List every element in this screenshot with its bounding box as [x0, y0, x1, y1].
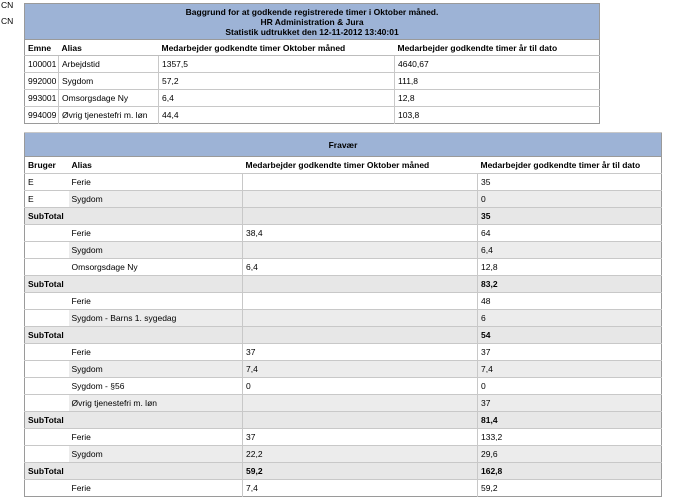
cell-alias: Ferie	[69, 174, 243, 191]
cell-alias: Omsorgsdage Ny	[69, 259, 243, 276]
cell-ytd: 59,2	[478, 480, 662, 497]
table-row	[25, 378, 662, 395]
column-header-alias: Alias	[59, 40, 159, 56]
table-row	[25, 310, 662, 327]
table-row	[25, 446, 662, 463]
subtotal-row	[25, 463, 662, 480]
cell-user: E	[25, 174, 69, 191]
cell-user: E	[25, 191, 69, 208]
cell-month	[243, 395, 478, 412]
cell-ytd: 48	[478, 293, 662, 310]
table-row	[25, 174, 662, 191]
summary-title-line: HR Administration & Jura	[260, 16, 364, 27]
absence-title: Fravær	[25, 133, 662, 157]
cell-alias: Øvrig tjenestefri m. løn	[59, 107, 159, 124]
cell-alias: Ferie	[69, 225, 243, 242]
column-header-ytd: Medarbejder godkendte timer år til dato	[395, 40, 600, 56]
cell-month: 7,4	[243, 480, 478, 497]
subtotal-label: SubTotal	[25, 327, 69, 344]
column-header-month: Medarbejder godkendte timer Oktober måned	[159, 40, 395, 56]
cell-ytd: 6	[478, 310, 662, 327]
cell-user	[25, 344, 69, 361]
summary-title-line: Statistik udtrukket den 12-11-2012 13:40:01	[225, 26, 399, 37]
cell-emne: 100001	[25, 56, 59, 73]
cell-user	[25, 293, 69, 310]
table-row	[25, 191, 662, 208]
cell-user	[25, 446, 69, 463]
subtotal-row	[25, 276, 662, 293]
cell-month	[243, 174, 478, 191]
cell-user	[25, 480, 69, 497]
cell-month: 22,2	[243, 446, 478, 463]
cell-alias	[69, 463, 243, 480]
cell-alias: Ferie	[69, 293, 243, 310]
cell-emne: 993001	[25, 90, 59, 107]
cell-month: 6,4	[159, 90, 395, 107]
cell-ytd: 111,8	[395, 73, 600, 90]
cell-user	[25, 395, 69, 412]
subtotal-row	[25, 327, 662, 344]
subtotal-label: SubTotal	[25, 463, 69, 480]
cell-alias: Sygdom - Barns 1. sygedag	[69, 310, 243, 327]
cell-alias: Sygdom	[69, 361, 243, 378]
table-row	[25, 293, 662, 310]
cell-month	[243, 293, 478, 310]
summary-title-line: Baggrund for at godkende registrerede timer i Oktober måned.	[185, 6, 439, 17]
cell-month: 37	[243, 429, 478, 446]
cell-ytd: 64	[478, 225, 662, 242]
cell-month	[243, 276, 478, 293]
cell-ytd: 83,2	[478, 276, 662, 293]
cell-ytd: 35	[478, 208, 662, 225]
cell-user	[25, 225, 69, 242]
cell-user	[25, 378, 69, 395]
table-row	[25, 480, 662, 497]
cell-month: 44,4	[159, 107, 395, 124]
cell-alias: Ferie	[69, 429, 243, 446]
table-row	[25, 395, 662, 412]
cell-month: 7,4	[243, 361, 478, 378]
subtotal-label: SubTotal	[25, 412, 69, 429]
cell-ytd: 162,8	[478, 463, 662, 480]
cell-alias: Sygdom	[59, 73, 159, 90]
cell-ytd: 4640,67	[395, 56, 600, 73]
cell-alias	[69, 412, 243, 429]
table-row	[25, 259, 662, 276]
table-row	[25, 344, 662, 361]
cell-user	[25, 361, 69, 378]
column-header-month: Medarbejder godkendte timer Oktober måned	[245, 160, 430, 170]
cn-label: CN	[1, 0, 14, 10]
cell-ytd: 0	[478, 191, 662, 208]
cell-month: 57,2	[159, 73, 395, 90]
column-header-ytd: Medarbejder godkendte timer år til dato	[480, 160, 641, 170]
cell-ytd: 103,8	[395, 107, 600, 124]
cell-month	[243, 208, 478, 225]
cell-ytd: 133,2	[478, 429, 662, 446]
cell-emne: 994009	[25, 107, 59, 124]
column-header-emne: Emne	[25, 40, 59, 56]
cell-alias	[69, 208, 243, 225]
column-header-bruger: Bruger	[28, 160, 56, 170]
cell-month: 38,4	[243, 225, 478, 242]
cell-ytd: 7,4	[478, 361, 662, 378]
cell-month: 6,4	[243, 259, 478, 276]
table-row	[25, 56, 600, 73]
cell-user	[25, 310, 69, 327]
cell-month	[243, 242, 478, 259]
cell-ytd: 6,4	[478, 242, 662, 259]
cell-alias: Omsorgsdage Ny	[59, 90, 159, 107]
subtotal-label: SubTotal	[25, 208, 69, 225]
cell-emne: 992000	[25, 73, 59, 90]
cell-alias: Sygdom	[69, 446, 243, 463]
cell-ytd: 0	[478, 378, 662, 395]
cell-alias	[69, 327, 243, 344]
cell-alias	[69, 276, 243, 293]
summary-table	[24, 3, 600, 124]
absence-table	[24, 132, 662, 497]
cell-month	[243, 310, 478, 327]
table-row	[25, 361, 662, 378]
subtotal-row	[25, 208, 662, 225]
cell-ytd: 12,8	[395, 90, 600, 107]
cell-alias: Sygdom	[69, 191, 243, 208]
cell-ytd: 12,8	[478, 259, 662, 276]
column-header-alias: Alias	[71, 160, 92, 170]
cell-ytd: 29,6	[478, 446, 662, 463]
cell-user	[25, 259, 69, 276]
cell-alias: Sygdom - §56	[69, 378, 243, 395]
table-row	[25, 107, 600, 124]
cell-alias: Sygdom	[69, 242, 243, 259]
cell-month	[243, 191, 478, 208]
cell-month: 1357,5	[159, 56, 395, 73]
cell-month	[243, 412, 478, 429]
table-row	[25, 429, 662, 446]
cell-month: 59,2	[243, 463, 478, 480]
cell-ytd: 37	[478, 395, 662, 412]
cn-label: CN	[1, 16, 14, 26]
cell-ytd: 81,4	[478, 412, 662, 429]
cell-ytd: 35	[478, 174, 662, 191]
table-row	[25, 73, 600, 90]
cell-month: 0	[243, 378, 478, 395]
table-row	[25, 242, 662, 259]
cell-ytd: 54	[478, 327, 662, 344]
cell-alias: Arbejdstid	[59, 56, 159, 73]
cell-alias: Ferie	[69, 480, 243, 497]
cell-month: 37	[243, 344, 478, 361]
subtotal-label: SubTotal	[25, 276, 69, 293]
table-row	[25, 225, 662, 242]
cell-user	[25, 242, 69, 259]
cell-alias: Ferie	[69, 344, 243, 361]
table-row	[25, 90, 600, 107]
cell-alias: Øvrig tjenestefri m. løn	[69, 395, 243, 412]
summary-title	[25, 4, 600, 40]
cell-month	[243, 327, 478, 344]
subtotal-row	[25, 412, 662, 429]
cell-user	[25, 429, 69, 446]
cell-ytd: 37	[478, 344, 662, 361]
